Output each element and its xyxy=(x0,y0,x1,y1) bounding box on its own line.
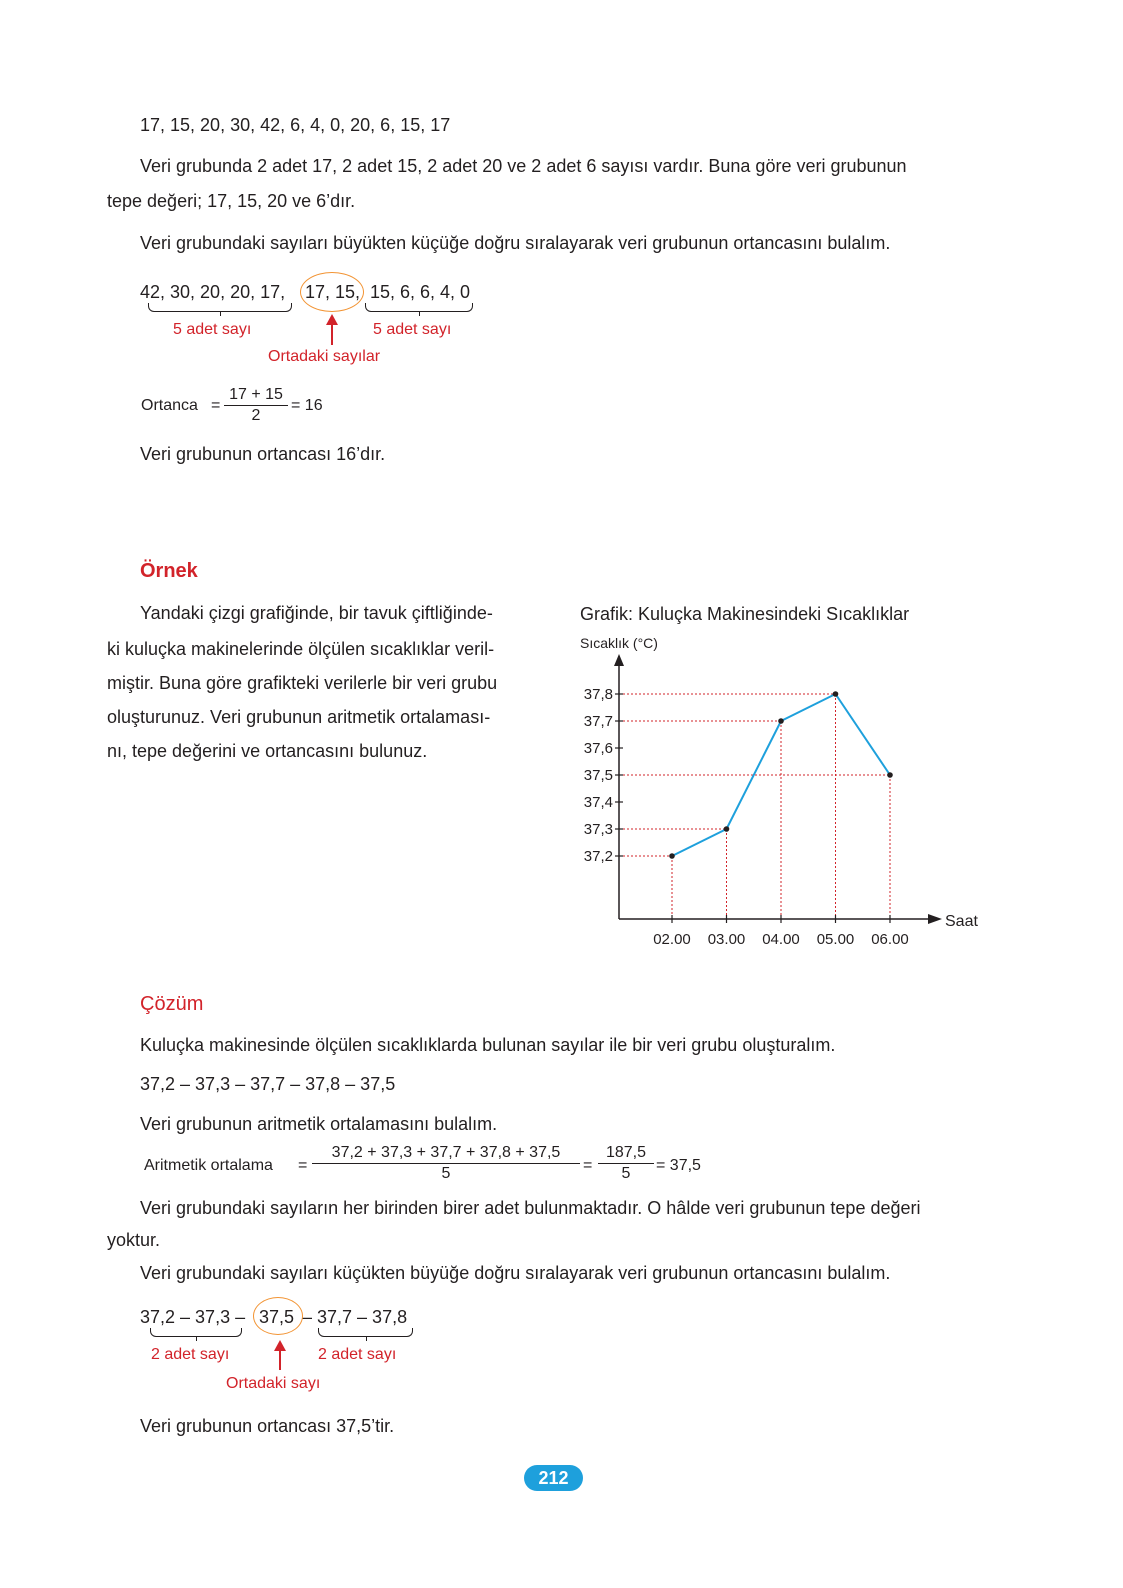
solution-conclusion: Veri grubunun ortancası 37,5’tir. xyxy=(140,1416,395,1436)
mean-fraction-2 xyxy=(598,1144,654,1183)
right-count-label: 5 adet sayı xyxy=(373,321,452,338)
solution-line-2: Veri grubunun aritmetik ortalamasını bulalım. xyxy=(140,1114,498,1134)
mean-denominator-2: 5 xyxy=(621,1165,631,1182)
x-tick-label: 06.00 xyxy=(871,931,909,948)
data-list: 17, 15, 20, 30, 42, 6, 4, 0, 20, 6, 15, 17 xyxy=(140,115,451,135)
y-axis-arrow-icon xyxy=(614,654,624,666)
y-tick-label: 37,2 xyxy=(583,848,613,865)
solution-line-4: Veri grubundaki sayıları küçükten büyüğe doğru sıralayarak veri grubunun ortancasını bulalım. xyxy=(140,1263,891,1283)
solution-data-list: 37,2 – 37,3 – 37,7 – 37,8 – 37,5 xyxy=(140,1074,396,1094)
median-conclusion: Veri grubunun ortancası 16’dır. xyxy=(140,444,386,464)
solution-right-count-label: 2 adet sayı xyxy=(318,1346,397,1363)
median-formula-label: Ortanca xyxy=(141,397,198,414)
data-point xyxy=(669,853,675,859)
solution-middle-highlight-ellipse xyxy=(253,1297,303,1335)
right-group-brace xyxy=(365,303,473,312)
chart-title: Grafik: Kuluçka Makinesindeki Sıcaklıklar xyxy=(580,604,910,624)
example-line-5: nı, tepe değerini ve ortancasını bulunuz. xyxy=(107,741,428,761)
x-tick-label: 03.00 xyxy=(707,931,746,948)
data-point xyxy=(887,772,893,778)
example-line-1: Yandaki çizgi grafiğinde, bir tavuk çiftliğinde- xyxy=(140,603,493,623)
example-line-4: oluşturunuz. Veri grubunun aritmetik ortalaması- xyxy=(107,707,491,727)
mean-denominator: 5 xyxy=(441,1165,451,1182)
paragraph-sort-instruction: Veri grubundaki sayıları büyükten küçüğe doğru sıralayarak veri grubunun ortancasını bulalım. xyxy=(140,233,891,253)
temperature-line-chart xyxy=(560,650,1000,960)
middle-arrow-icon xyxy=(331,323,333,345)
median-denominator: 2 xyxy=(251,407,261,424)
mean-equals-2: = xyxy=(583,1157,593,1174)
y-tick-label: 37,6 xyxy=(583,740,613,757)
sorted-middle-numbers: 17, 15, xyxy=(305,282,361,302)
solution-left-brace xyxy=(150,1328,242,1337)
solution-sorted-middle: 37,5 xyxy=(259,1307,295,1327)
middle-highlight-ellipse xyxy=(300,272,364,312)
x-tick-label: 05.00 xyxy=(816,931,855,948)
median-equals: = xyxy=(211,397,221,414)
solution-line-1: Kuluçka makinesinde ölçülen sıcaklıklarda bulunan sayılar ile bir veri grubu oluşturalım. xyxy=(140,1035,836,1055)
solution-left-count-label: 2 adet sayı xyxy=(151,1346,230,1363)
example-heading: Örnek xyxy=(140,560,198,582)
x-tick-label: 02.00 xyxy=(653,931,691,948)
mean-result: = 37,5 xyxy=(656,1157,701,1174)
solution-sorted-left: 37,2 – 37,3 – xyxy=(140,1307,246,1327)
paragraph-mode-line2: tepe değeri; 17, 15, 20 ve 6’dır. xyxy=(107,191,356,211)
example-line-2: ki kuluçka makinelerinde ölçülen sıcaklıklar veril- xyxy=(107,639,495,659)
y-tick-label: 37,4 xyxy=(583,794,613,811)
y-tick-label: 37,7 xyxy=(583,713,613,730)
y-tick-label: 37,5 xyxy=(583,767,613,784)
median-result: = 16 xyxy=(291,397,323,414)
example-line-3: miştir. Buna göre grafikteki verilerle bir veri grubu xyxy=(107,673,498,693)
data-point xyxy=(724,826,730,832)
solution-line-3b: yoktur. xyxy=(107,1230,161,1250)
x-axis-arrow-icon xyxy=(928,914,942,924)
x-tick-label: 04.00 xyxy=(762,931,800,948)
solution-heading: Çözüm xyxy=(140,993,204,1015)
mean-numerator: 37,2 + 37,3 + 37,7 + 37,8 + 37,5 xyxy=(312,1144,580,1164)
left-count-label: 5 adet sayı xyxy=(173,321,252,338)
solution-middle-arrow-icon xyxy=(279,1349,281,1370)
sorted-right-numbers: 15, 6, 6, 4, 0 xyxy=(370,282,471,302)
paragraph-mode-line1: Veri grubunda 2 adet 17, 2 adet 15, 2 adet 20 ve 2 adet 6 sayısı vardır. Buna göre veri grubunun xyxy=(140,156,907,176)
mean-fraction xyxy=(312,1144,580,1183)
mean-equals: = xyxy=(298,1157,308,1174)
solution-middle-label: Ortadaki sayı xyxy=(226,1375,321,1392)
data-point xyxy=(833,691,839,697)
data-point xyxy=(778,718,784,724)
sorted-left-numbers: 42, 30, 20, 20, 17, xyxy=(140,282,286,302)
middle-label: Ortadaki sayılar xyxy=(268,348,381,365)
chart-y-axis-label: Sıcaklık (°C) xyxy=(580,635,658,651)
page-number-badge: 212 xyxy=(524,1465,583,1491)
y-tick-label: 37,3 xyxy=(583,821,613,838)
left-group-brace xyxy=(148,303,292,312)
y-tick-label: 37,8 xyxy=(583,686,613,703)
chart-x-axis-label: Saat xyxy=(945,913,978,930)
median-fraction xyxy=(224,386,288,425)
mean-formula-label: Aritmetik ortalama xyxy=(144,1157,273,1174)
solution-line-3a: Veri grubundaki sayıların her birinden birer adet bulunmaktadır. O hâlde veri grubunun tepe değeri xyxy=(140,1198,921,1218)
solution-sorted-right: – 37,7 – 37,8 xyxy=(302,1307,408,1327)
mean-numerator-2: 187,5 xyxy=(598,1144,654,1164)
median-numerator: 17 + 15 xyxy=(224,386,288,406)
solution-right-brace xyxy=(318,1328,413,1337)
